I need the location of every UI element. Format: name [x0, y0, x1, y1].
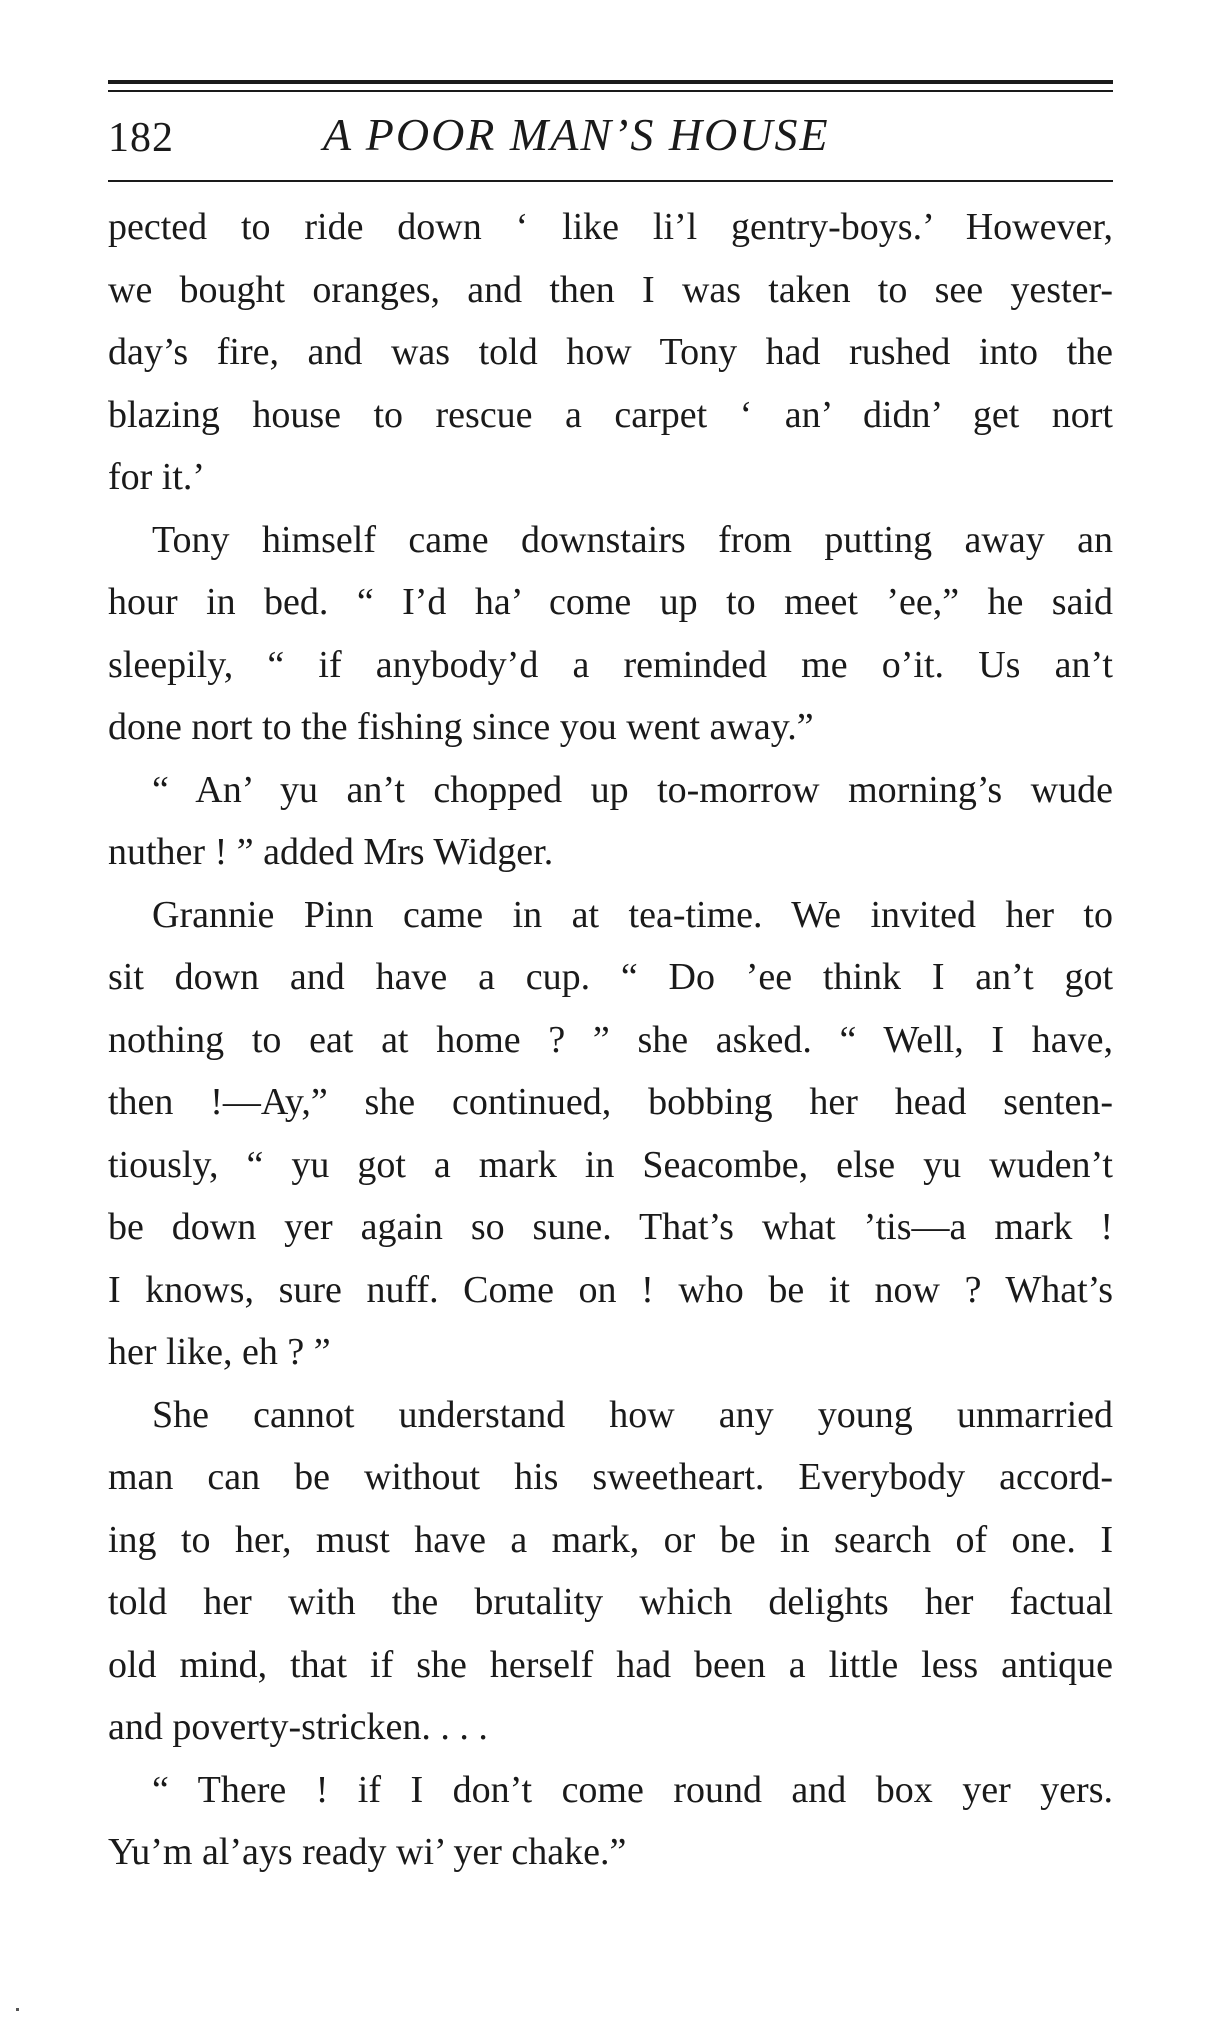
text-line: Grannie Pinn came in at tea-time. We invited her to [152, 893, 1113, 936]
text-line: pected to ride down ‘ like li’l gentry-boys.’ However, [108, 206, 1113, 248]
header-rule-thin [108, 90, 1113, 92]
text-line: we bought oranges, and then I was taken to see yester- [108, 268, 1113, 311]
text-line: man can be without his sweetheart. Everybody accord- [108, 1456, 1113, 1498]
running-header [108, 108, 1113, 166]
text-line: done nort to the fishing since you went away.” [108, 706, 814, 748]
text-line: sleepily, “ if anybody’d a reminded me o’it. Us an’t [108, 643, 1113, 686]
header-rule-thick [108, 80, 1113, 84]
text-line: her like, eh ? ” [108, 1331, 331, 1373]
text-line: nuther ! ” added Mrs Widger. [108, 831, 554, 873]
text-line: nothing to eat at home ? ” she asked. “ Well, I have, [108, 1018, 1113, 1061]
text-line: I knows, sure nuff. Come on ! who be it now ? What’s [108, 1268, 1113, 1311]
text-line: She cannot understand how any young unmarried [152, 1393, 1113, 1436]
text-line: Yu’m al’ays ready wi’ yer chake.” [108, 1831, 627, 1873]
text-line: and poverty-stricken. . . . [108, 1706, 488, 1748]
text-line: be down yer again so sune. That’s what ’tis—a mark ! [108, 1206, 1113, 1248]
text-line: blazing house to rescue a carpet ‘ an’ didn’ get nort [108, 393, 1113, 436]
text-line: old mind, that if she herself had been a little less antique [108, 1643, 1113, 1686]
paper-speck [16, 2008, 19, 2011]
header-underline [108, 180, 1113, 182]
text-line: “ An’ yu an’t chopped up to-morrow morning’s wude [152, 768, 1113, 811]
page-number: 182 [108, 115, 174, 161]
book-page [108, 0, 1120, 2024]
text-line: told her with the brutality which delights her factual [108, 1581, 1113, 1623]
body-text [108, 196, 1113, 1884]
text-line: hour in bed. “ I’d ha’ come up to meet ’ee,” he said [108, 581, 1113, 623]
text-line: “ There ! if I don’t come round and box yer yers. [152, 1768, 1113, 1811]
text-line: then !—Ay,” she continued, bobbing her head senten- [108, 1081, 1113, 1123]
text-line: tiously, “ yu got a mark in Seacombe, else yu wuden’t [108, 1143, 1113, 1186]
text-line: for it.’ [108, 456, 206, 498]
text-line: day’s fire, and was told how Tony had rushed into the [108, 331, 1113, 373]
text-line: ing to her, must have a mark, or be in search of one. I [108, 1518, 1113, 1561]
running-title: A POOR MAN’S HOUSE [323, 109, 830, 160]
text-line: Tony himself came downstairs from putting away an [152, 518, 1113, 561]
text-line: sit down and have a cup. “ Do ’ee think I an’t got [108, 956, 1113, 998]
